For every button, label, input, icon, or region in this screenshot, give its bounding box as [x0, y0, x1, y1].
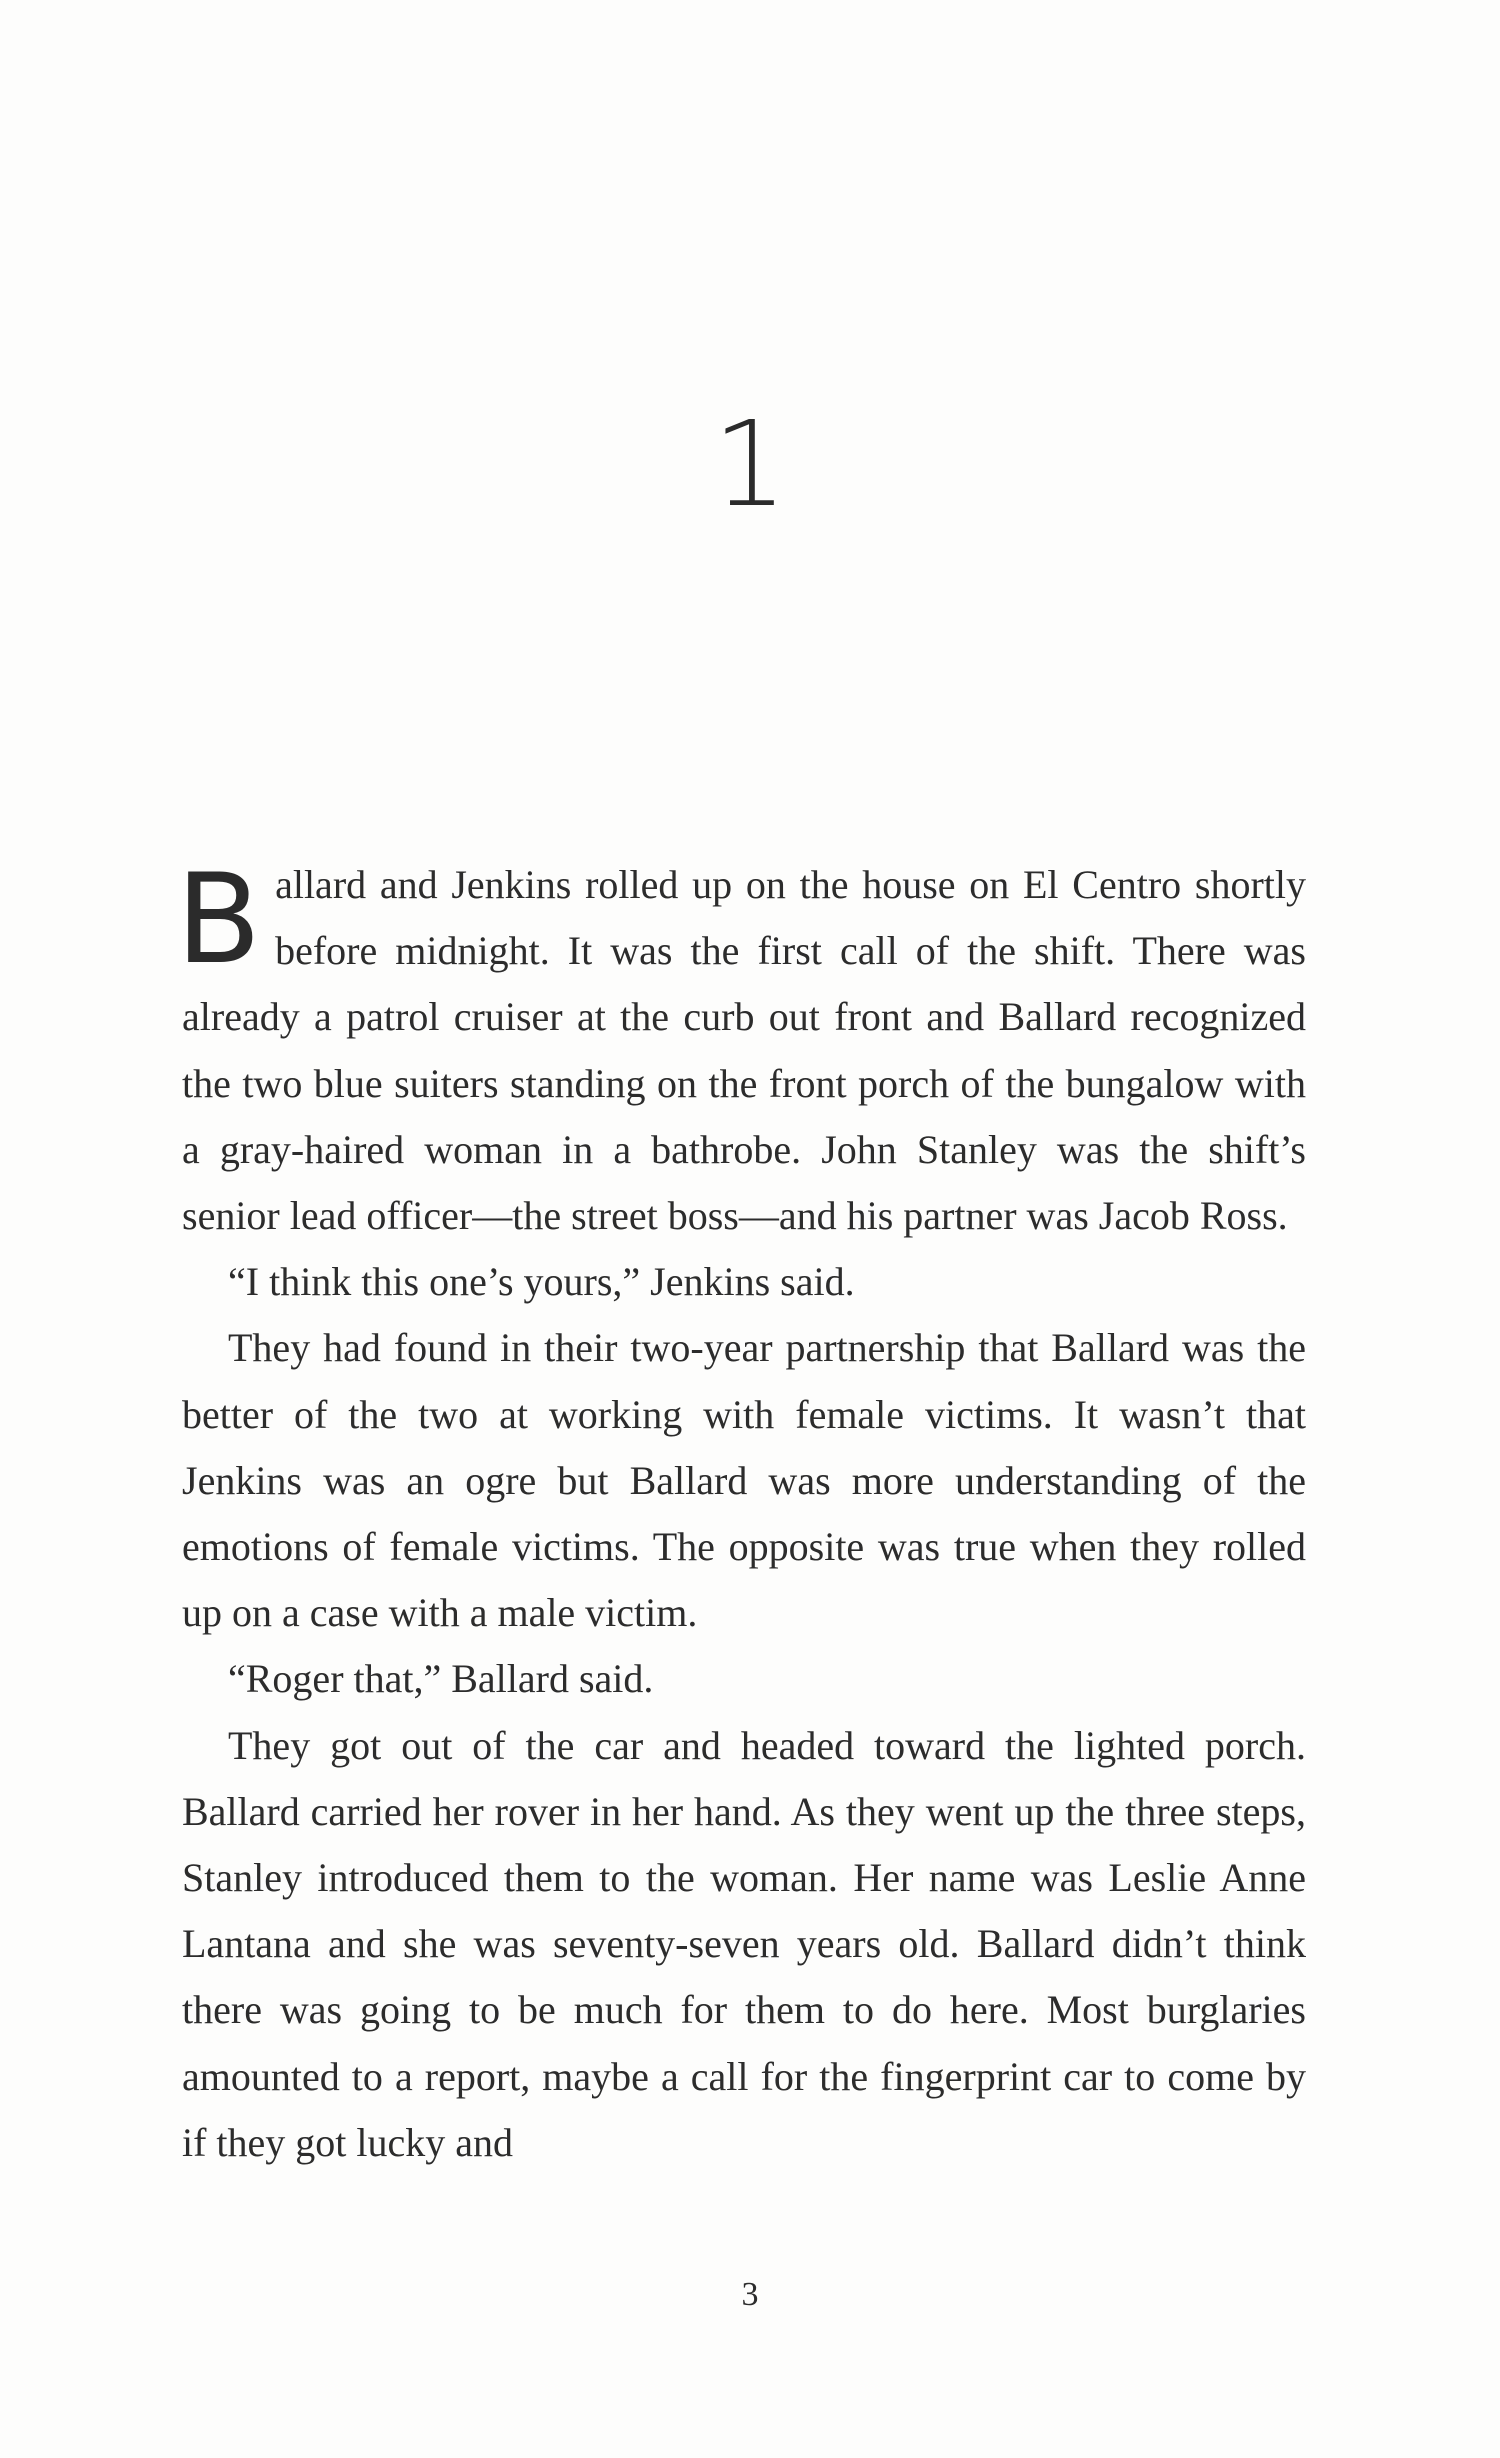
- paragraph-1: [176, 848, 1306, 1249]
- page-number: 3: [741, 2276, 759, 2313]
- chapter-number: 1: [712, 395, 788, 533]
- paragraph-4: “Roger that,” Ballard said.: [228, 1656, 654, 1702]
- drop-cap: B: [176, 848, 262, 992]
- chapter-body: [176, 848, 1306, 2176]
- paragraph-1-text: allard and Jenkins rolled up on the house on El Centro shortly before midnight. It was the first call of the shift. There was already a patrol cruiser at the curb out front and Ballard recognized the two blue suiters standing on the front porch of the bungalow with a gray-haired woman in a bathrobe. John Stanley was the shift’s senior lead officer—the street boss—and his partner was Jacob Ross.: [182, 862, 1306, 1239]
- paragraph-3: They had found in their two-year partnership that Ballard was the better of the two at working with female victims. It wasn’t that Jenkins was an ogre but Ballard was more understanding of the emotions of female victims. The opposite was true when they rolled up on a case with a male victim.: [182, 1325, 1306, 1636]
- paragraph-5: They got out of the car and headed toward the lighted porch. Ballard carried her rover in her hand. As they went up the three steps, Stanley introduced them to the woman. Her name was Leslie Anne Lantana and she was seventy-seven years old. Ballard didn’t think there was going to be much for them to do here. Most burglaries amounted to a report, maybe a call for the fingerprint car to come by if they got lucky and: [182, 1722, 1306, 2165]
- paragraph-2: “I think this one’s yours,” Jenkins said.: [228, 1259, 855, 1305]
